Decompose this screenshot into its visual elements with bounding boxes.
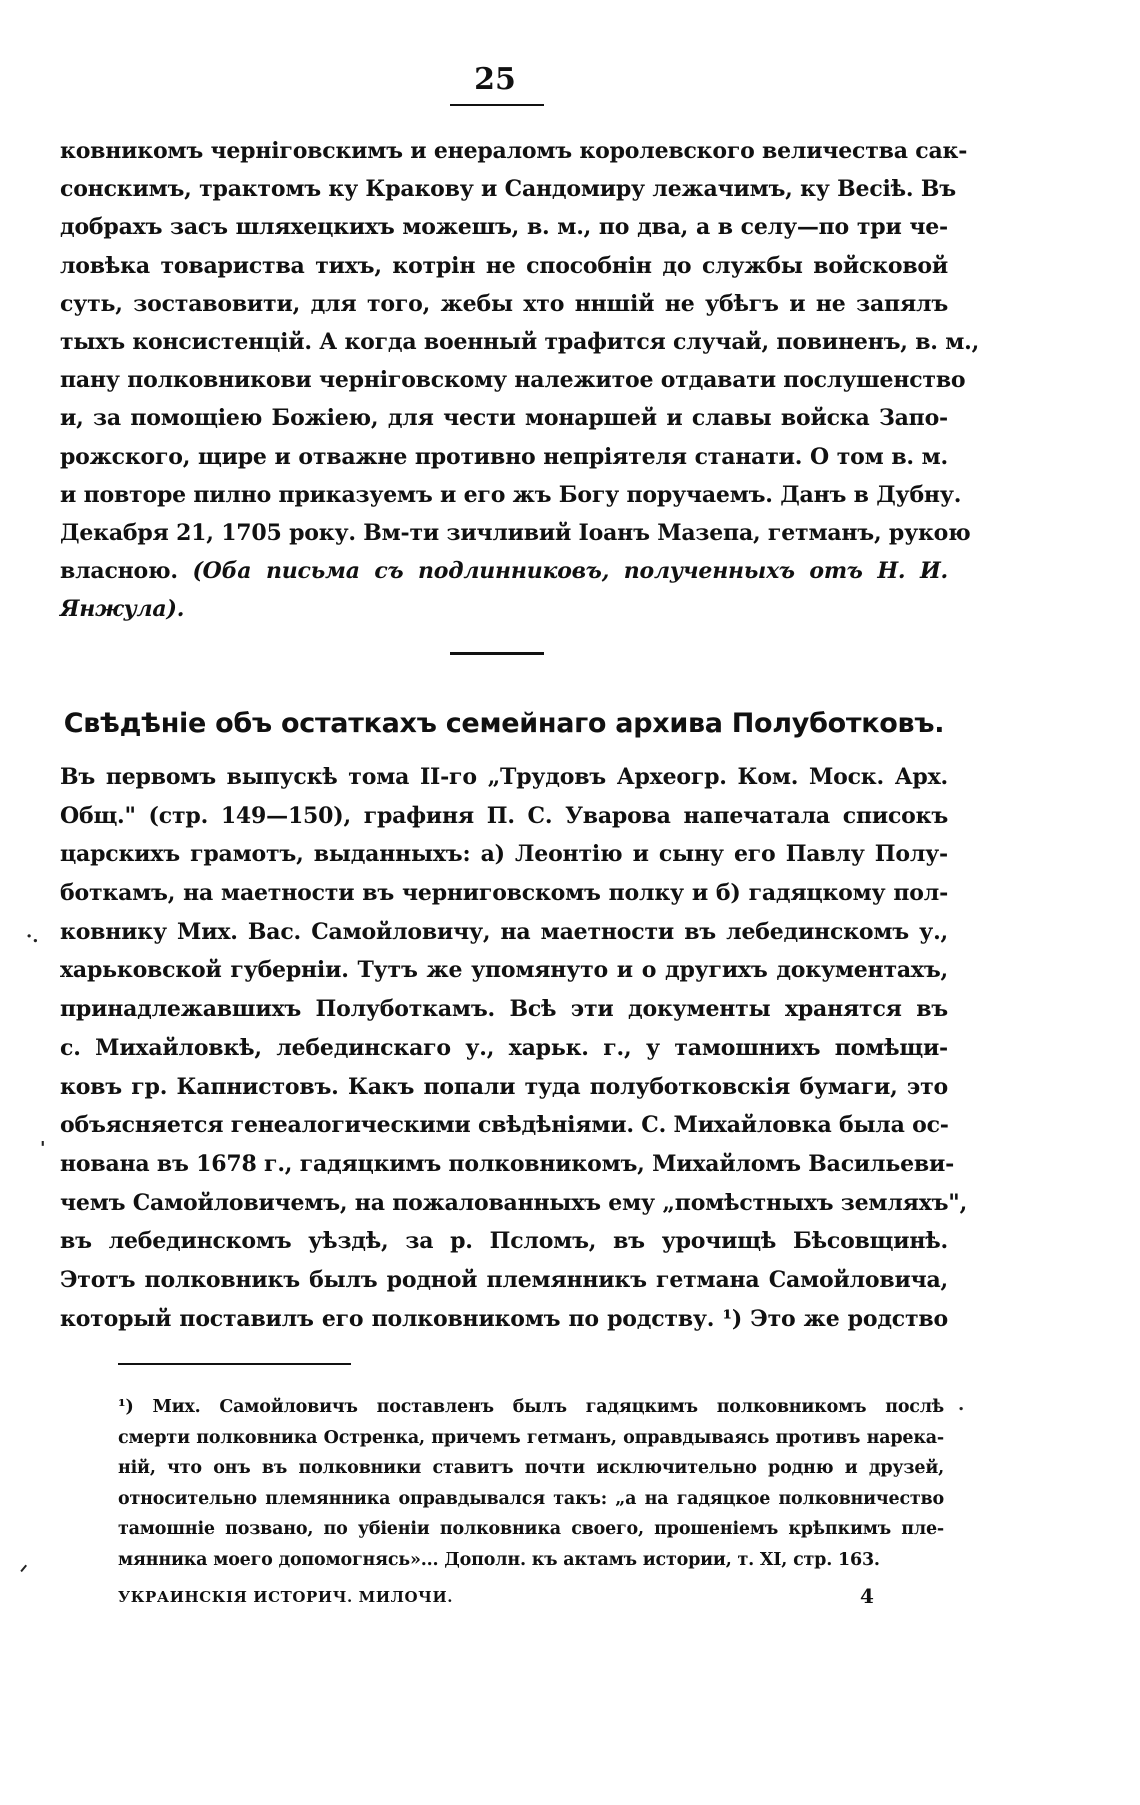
letter-line: ловѣка товариства тихъ, котрін не способнін до службы войсковой [60,252,948,279]
section-line: Общ." (стр. 149—150), графиня П. С. Уварова напечатала списокъ [60,802,948,829]
section-line: ковнику Мих. Вас. Самойловичу, на маетности въ лебединскомъ у., [60,918,948,945]
footnote-line: ¹) Мих. Самойловичъ поставленъ былъ гадяцкимъ полковникомъ послѣ [118,1397,944,1417]
section-line: въ лебединскомъ уѣздѣ, за р. Псломъ, въ урочищѣ Бѣсовщинѣ. [60,1228,948,1255]
footnotes [118,1392,944,1576]
section-line: ковъ гр. Капнистовъ. Какъ попали туда полуботковскія бумаги, это [60,1073,948,1100]
letter-closing-plain: власною. [60,558,178,585]
footnote-line: смерти полковника Остренка, причемъ гетманъ, оправдываясь противъ нарека- [118,1427,944,1448]
margin-mark-slash: ᐟ [20,1562,28,1583]
source-note-end: Янжула). [60,596,185,623]
signature-mark: 4 [860,1584,874,1608]
letter-line: и, за помощіею Божіею, для чести монаршей и славы войска Запо- [60,405,948,432]
section-body [60,758,968,1338]
section-line: чемъ Самойловичемъ, на пожалованныхъ ему „помѣстныхъ земляхъ", [60,1189,968,1216]
page-number: 25 [474,62,516,97]
section-line: боткамъ, на маетности въ черниговскомъ полку и б) гадяцкому пол- [60,880,948,907]
section-divider [450,652,544,655]
footnote-line: относительно племянника оправдывался такъ: „а на гадяцкое полковничество [118,1488,944,1509]
letter-line: сонскимъ, трактомъ ку Кракову и Сандомиру лежачимъ, ку Весіѣ. Въ [60,176,956,203]
section-line: с. Михайловкѣ, лебединскаго у., харьк. г., у тамошнихъ помѣщи- [60,1034,948,1061]
letter-line: ковникомъ черніговскимъ и енераломъ королевского величества сак- [60,138,968,164]
margin-mark-dots: ·. [26,926,39,947]
letter-line: и повторе пилно приказуемъ и его жъ Богу поручаемъ. Данъ в Дубну. [60,481,962,508]
printer-signature: УКРАИНСКІЯ ИСТОРИЧ. МИЛОЧИ. [118,1588,454,1606]
letter-line: добрахъ засъ шляхецкихъ можешъ, в. м., по два, а в селу—по три че- [60,214,948,241]
letter-line: тыхъ консистенцій. А когда военный трафится случай, повиненъ, в. м., [60,328,980,355]
source-note: (Оба письма съ подлинниковъ, полученныхъ отъ Н. И. [192,558,948,585]
section-line: Этотъ полковникъ былъ родной племянникъ гетмана Самойловича, [60,1266,948,1293]
letter-line: Декабря 21, 1705 року. Вм-ти зичливий Іоанъ Мазепа, гетманъ, рукою [60,519,971,546]
section-line: харьковской губерніи. Тутъ же упомянуто и о другихъ документахъ, [60,957,948,984]
margin-mark-tick: ' [40,1138,46,1159]
letter-closing-line [60,552,948,590]
footnote-line: мянника моего допомогнясь»... Дополн. къ актамъ истории, т. XI, стр. 163. [118,1549,880,1570]
letter-line: пану полковникови черніговскому належитое отдавати послушенство [60,367,966,394]
footnote-line: тамошніе позвано, по убіеніи полковника своего, прошеніемъ крѣпкимъ пле- [118,1519,944,1540]
letter-closing-line [60,590,948,628]
letter-line: рожского, щире и отважне противно непріятеля станати. О том в. м. [60,443,948,470]
section-line: объясняется генеалогическими свѣдѣніями. С. Михайловка была ос- [60,1112,949,1139]
section-line: принадлежавшихъ Полуботкамъ. Всѣ эти документы хранятся въ [60,996,948,1023]
footnote-divider [118,1363,351,1365]
section-line: царскихъ грамотъ, выданныхъ: а) Леонтію и сыну его Павлу Полу- [60,841,948,868]
section-line: который поставилъ его полковникомъ по родству. ¹) Это же родство [60,1305,948,1332]
footnote-line: ній, что онъ въ полковники ставитъ почти исключительно родню и друзей, [118,1458,944,1479]
section-line: нована въ 1678 г., гадяцкимъ полковникомъ, Михайломъ Васильеви- [60,1150,955,1177]
section-line: Въ первомъ выпускѣ тома II-го „Трудовъ Археогр. Ком. Моск. Арх. [60,764,948,790]
letter-text [60,132,980,628]
letter-line: суть, зоставовити, для того, жебы хто нншій не убѣгъ и не запялъ [60,290,948,317]
page-number-rule [450,104,544,106]
section-title: Свѣдѣніе объ остаткахъ семейнаго архива Полуботковъ. [63,708,945,739]
margin-mark-dot: . [958,1394,965,1415]
